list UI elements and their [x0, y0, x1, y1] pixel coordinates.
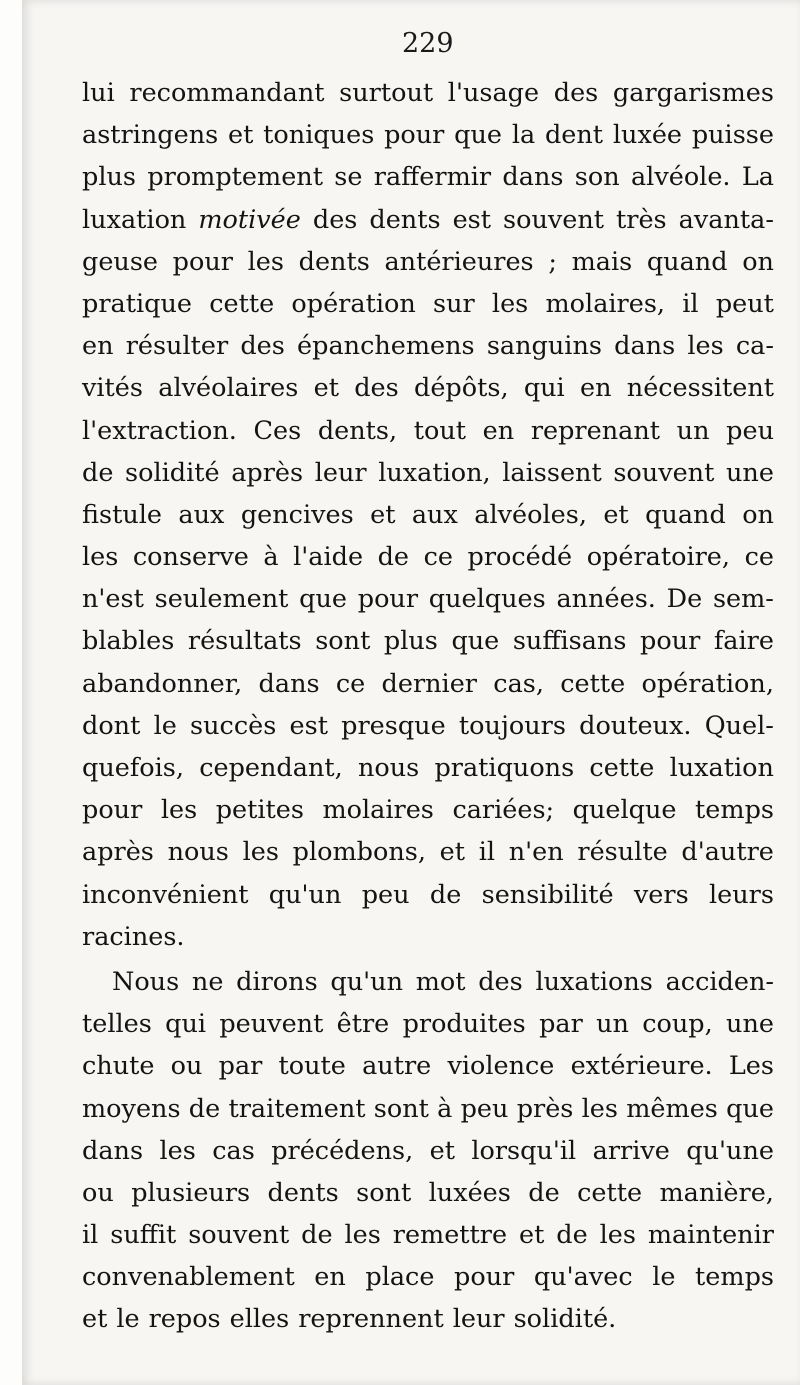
- word: leur: [452, 1304, 505, 1335]
- word: souvent: [188, 1220, 290, 1251]
- word: quelque: [572, 795, 677, 826]
- word: il: [82, 1220, 99, 1251]
- word: autre: [362, 1051, 432, 1082]
- word: que: [451, 626, 500, 657]
- word: les: [247, 246, 284, 277]
- word: et: [429, 1135, 455, 1166]
- word: inconvénient: [82, 879, 249, 910]
- word: l'usage: [447, 78, 540, 108]
- word: est: [452, 204, 491, 235]
- word: une: [725, 457, 774, 488]
- word: dans: [82, 1135, 144, 1166]
- word: recommandant: [129, 78, 325, 108]
- word: luxées: [428, 1177, 511, 1208]
- word: alvéole.: [630, 162, 731, 193]
- word: nécessitent: [626, 373, 774, 404]
- word: mot: [415, 966, 466, 997]
- word: temps: [695, 1262, 774, 1293]
- word: quelques: [428, 584, 546, 615]
- word: que: [726, 1093, 774, 1124]
- text-line: [82, 1256, 774, 1298]
- word: par: [539, 1009, 583, 1040]
- text-line: [82, 283, 774, 325]
- word: molaires,: [545, 288, 666, 319]
- word: avanta-: [678, 204, 774, 235]
- word: près: [516, 1093, 574, 1124]
- word: le: [153, 710, 177, 741]
- word: il: [682, 288, 699, 319]
- word: est: [289, 710, 328, 741]
- word: sur: [432, 288, 475, 319]
- text-line: [82, 747, 774, 789]
- word: pour: [172, 246, 233, 277]
- word: cette: [577, 1177, 643, 1208]
- word: promptement: [147, 162, 323, 193]
- word: dans: [258, 668, 320, 699]
- word: dents,: [317, 415, 398, 446]
- word: dernier: [381, 668, 477, 699]
- word: luxations: [535, 966, 653, 997]
- italic-word: motivée: [198, 204, 301, 235]
- word: cette: [589, 753, 655, 783]
- word: nous: [357, 753, 420, 783]
- word: sensibilité: [481, 879, 614, 910]
- word: ne: [191, 966, 224, 997]
- word: ;: [548, 246, 557, 277]
- word: telles: [82, 1009, 152, 1040]
- word: ou: [82, 1177, 114, 1208]
- word: luxée: [612, 120, 683, 151]
- word: et: [519, 1220, 545, 1251]
- word: gencives: [240, 499, 354, 530]
- word: faire: [713, 626, 774, 657]
- word: succès: [190, 710, 277, 741]
- word: cas: [212, 1135, 255, 1166]
- word: dents: [267, 1177, 339, 1208]
- word: l'aide: [293, 542, 364, 573]
- word: et: [82, 1304, 108, 1335]
- word: souvent: [503, 204, 605, 235]
- word: surtout: [339, 78, 434, 108]
- word: résultats: [187, 626, 302, 657]
- word: les: [160, 795, 198, 826]
- word: ce: [423, 542, 453, 573]
- word: toute: [278, 1051, 346, 1082]
- word: qu'un: [268, 879, 342, 910]
- word: épanchemens: [297, 331, 475, 362]
- text-line: [82, 199, 774, 241]
- word: un: [596, 1009, 629, 1040]
- word: plusieurs: [131, 1177, 251, 1208]
- word: dont: [82, 710, 141, 741]
- text-line: [82, 831, 774, 873]
- text-line: [82, 452, 774, 494]
- word: peu: [460, 1093, 509, 1124]
- word: que: [299, 584, 347, 615]
- word: un: [676, 415, 710, 446]
- word: abandonner,: [82, 668, 243, 699]
- word: opération,: [641, 668, 774, 699]
- word: produites: [402, 1009, 526, 1040]
- word: pour: [357, 584, 419, 615]
- text-line: [82, 620, 774, 662]
- text-line: [82, 1088, 774, 1130]
- word: blables: [82, 626, 175, 657]
- word: les: [581, 1093, 618, 1124]
- word: lui: [82, 78, 115, 108]
- word: cette: [560, 668, 626, 699]
- word: qu'avec: [533, 1262, 633, 1293]
- word: qu'un: [330, 966, 403, 997]
- word: l'extraction.: [82, 415, 237, 446]
- word: mais: [571, 246, 633, 277]
- word: elles: [229, 1304, 290, 1335]
- text-line: [82, 916, 774, 958]
- word: cariées;: [452, 795, 555, 826]
- word: racines.: [82, 921, 185, 952]
- word: repos: [148, 1304, 221, 1335]
- word: qu'une: [686, 1135, 774, 1166]
- word: sem-: [712, 584, 774, 615]
- word: temps: [695, 795, 774, 826]
- word: astringens: [82, 120, 219, 151]
- word: et: [603, 499, 629, 530]
- word: dans: [502, 162, 564, 193]
- word: plus: [383, 626, 438, 657]
- word: pratique: [82, 288, 192, 319]
- word: aux: [178, 499, 225, 530]
- word: de: [82, 457, 114, 488]
- word: quand: [646, 246, 728, 277]
- word: la: [511, 120, 536, 151]
- word: des: [478, 966, 523, 997]
- word: toniques: [263, 120, 375, 151]
- word: conserve: [132, 542, 249, 573]
- body-text: [82, 72, 774, 1341]
- word: et: [313, 373, 339, 404]
- word: et: [370, 499, 396, 530]
- word: de: [556, 1220, 588, 1251]
- word: chute: [82, 1051, 155, 1082]
- text-line: [82, 536, 774, 578]
- word: peu: [361, 879, 410, 910]
- word: arrive: [592, 1135, 670, 1166]
- word: en: [314, 1262, 346, 1293]
- word: place: [365, 1262, 435, 1293]
- word: aux: [411, 499, 458, 530]
- word: sanguins: [486, 331, 602, 362]
- text-line: [82, 1045, 774, 1087]
- text-line: [82, 494, 774, 536]
- word: après: [231, 457, 304, 488]
- word: pour: [384, 120, 445, 151]
- text-line: [82, 663, 774, 705]
- word: les: [599, 1220, 636, 1251]
- text-line: [82, 961, 774, 1003]
- text-line: [82, 367, 774, 409]
- word: sont: [373, 1093, 429, 1124]
- word: opération: [291, 288, 416, 319]
- word: convenablement: [82, 1262, 295, 1293]
- word: procédé: [467, 542, 573, 573]
- word: et: [439, 837, 466, 868]
- word: douteux.: [579, 710, 692, 741]
- text-line: [82, 578, 774, 620]
- word: dents: [298, 246, 370, 277]
- word: des: [354, 373, 399, 404]
- word: coup,: [642, 1009, 713, 1040]
- word: remettre: [392, 1220, 508, 1251]
- word: petites: [215, 795, 304, 826]
- word: les: [491, 288, 529, 319]
- word: solidité.: [513, 1304, 617, 1335]
- word: en: [482, 415, 515, 446]
- word: sont: [356, 1177, 412, 1208]
- word: de: [377, 542, 410, 573]
- text-line: [82, 1003, 774, 1045]
- word: nous: [167, 837, 229, 868]
- word: moyens: [82, 1093, 181, 1124]
- word: être: [336, 1009, 390, 1040]
- word: très: [616, 204, 667, 235]
- word: reprennent: [298, 1304, 444, 1335]
- word: ca-: [735, 331, 774, 362]
- word: les: [687, 331, 724, 362]
- word: des: [240, 331, 285, 362]
- text-line: [82, 1214, 774, 1256]
- word: lorsqu'il: [471, 1135, 577, 1166]
- word: fistule: [82, 499, 163, 530]
- word: de: [429, 879, 462, 910]
- word: seulement: [154, 584, 289, 615]
- word: les: [159, 1135, 196, 1166]
- word: de: [528, 1177, 560, 1208]
- word: puisse: [691, 120, 774, 151]
- word: n'est: [82, 584, 144, 615]
- word: dents: [369, 204, 441, 235]
- word: plombons,: [292, 837, 426, 868]
- word: années.: [556, 584, 656, 615]
- word: Nous: [112, 966, 180, 997]
- word: à: [437, 1093, 453, 1124]
- word: dirons: [236, 966, 318, 997]
- word: laissent: [502, 457, 602, 488]
- word: alvéolaires: [158, 373, 299, 404]
- word: opératoire,: [586, 542, 731, 573]
- word: molaires: [322, 795, 434, 826]
- word: il: [478, 837, 496, 868]
- word: Quel-: [704, 710, 774, 741]
- word: Les: [728, 1051, 774, 1082]
- text-line: [82, 874, 774, 916]
- word: dans: [614, 331, 676, 362]
- word: maintenir: [647, 1220, 774, 1251]
- word: résulter: [125, 331, 229, 362]
- word: des: [312, 204, 358, 235]
- word: Ces: [253, 415, 302, 446]
- word: à: [263, 542, 279, 573]
- text-line: [82, 1130, 774, 1172]
- word: résulte: [577, 837, 668, 868]
- word: solidité: [125, 457, 220, 488]
- word: se: [334, 162, 363, 193]
- word: le: [652, 1262, 676, 1293]
- word: leurs: [709, 879, 774, 910]
- word: reprenant: [530, 415, 661, 446]
- word: leur: [314, 457, 367, 488]
- word: d'autre: [681, 837, 774, 868]
- text-line: [82, 156, 774, 198]
- text-line: [82, 72, 774, 114]
- word: les: [82, 542, 119, 573]
- word: luxation: [82, 204, 187, 235]
- word: acciden-: [665, 966, 774, 997]
- word: raffermir: [373, 162, 492, 193]
- word: quand: [645, 499, 726, 530]
- word: plus: [82, 162, 136, 193]
- word: quefois,: [82, 753, 184, 783]
- word: mêmes: [626, 1093, 718, 1124]
- word: les: [344, 1220, 381, 1251]
- text-line: [82, 410, 774, 452]
- word: dépôts,: [414, 373, 509, 404]
- word: manière,: [659, 1177, 774, 1208]
- text-line: [82, 114, 774, 156]
- word: pour: [82, 795, 143, 826]
- word: par: [218, 1051, 263, 1082]
- word: le: [116, 1304, 140, 1335]
- word: son: [574, 162, 620, 193]
- word: pratiquons: [434, 753, 575, 783]
- word: en: [579, 373, 612, 404]
- word: ce: [335, 668, 366, 699]
- word: qui: [165, 1009, 207, 1040]
- word: n'en: [508, 837, 564, 868]
- text-line: [82, 1298, 774, 1340]
- word: La: [741, 162, 774, 193]
- word: de: [301, 1220, 333, 1251]
- word: luxation,: [378, 457, 491, 488]
- book-page: [22, 0, 800, 1385]
- word: vités: [82, 373, 143, 404]
- word: vers: [633, 879, 689, 910]
- word: souvent: [613, 457, 715, 488]
- word: ou: [170, 1051, 203, 1082]
- word: les: [242, 837, 279, 868]
- word: antérieures: [384, 246, 534, 277]
- word: peut: [715, 288, 774, 319]
- word: ce: [744, 542, 774, 573]
- word: après: [82, 837, 154, 868]
- word: pour: [640, 626, 701, 657]
- text-line: [82, 241, 774, 283]
- word: que: [454, 120, 503, 151]
- word: tout: [413, 415, 467, 446]
- word: précédens,: [271, 1135, 414, 1166]
- text-line: [82, 705, 774, 747]
- word: une: [726, 1009, 774, 1040]
- word: peu: [726, 415, 774, 446]
- word: suffit: [110, 1220, 177, 1251]
- word: luxation: [669, 753, 774, 783]
- word: sont: [315, 626, 371, 657]
- word: pour: [454, 1262, 515, 1293]
- word: cette: [209, 288, 275, 319]
- word: gargarismes: [612, 78, 774, 108]
- word: des: [553, 78, 599, 108]
- word: peuvent: [219, 1009, 324, 1040]
- word: toujours: [458, 710, 566, 741]
- word: cependant,: [199, 753, 343, 783]
- word: on: [742, 246, 774, 277]
- word: extérieure.: [570, 1051, 713, 1082]
- text-line: [82, 789, 774, 831]
- text-line: [82, 325, 774, 367]
- word: qui: [523, 373, 565, 404]
- word: De: [666, 584, 703, 615]
- word: presque: [341, 710, 446, 741]
- word: traitement: [228, 1093, 366, 1124]
- word: dent: [544, 120, 604, 151]
- word: on: [742, 499, 774, 530]
- word: et: [228, 120, 254, 151]
- word: en: [82, 331, 114, 362]
- word: violence: [447, 1051, 555, 1082]
- word: geuse: [82, 246, 159, 277]
- page-number: 229: [402, 28, 454, 59]
- word: de: [188, 1093, 221, 1124]
- word: alvéoles,: [474, 499, 587, 530]
- word: cas,: [493, 668, 544, 699]
- text-line: [82, 1172, 774, 1214]
- word: suffisans: [512, 626, 627, 657]
